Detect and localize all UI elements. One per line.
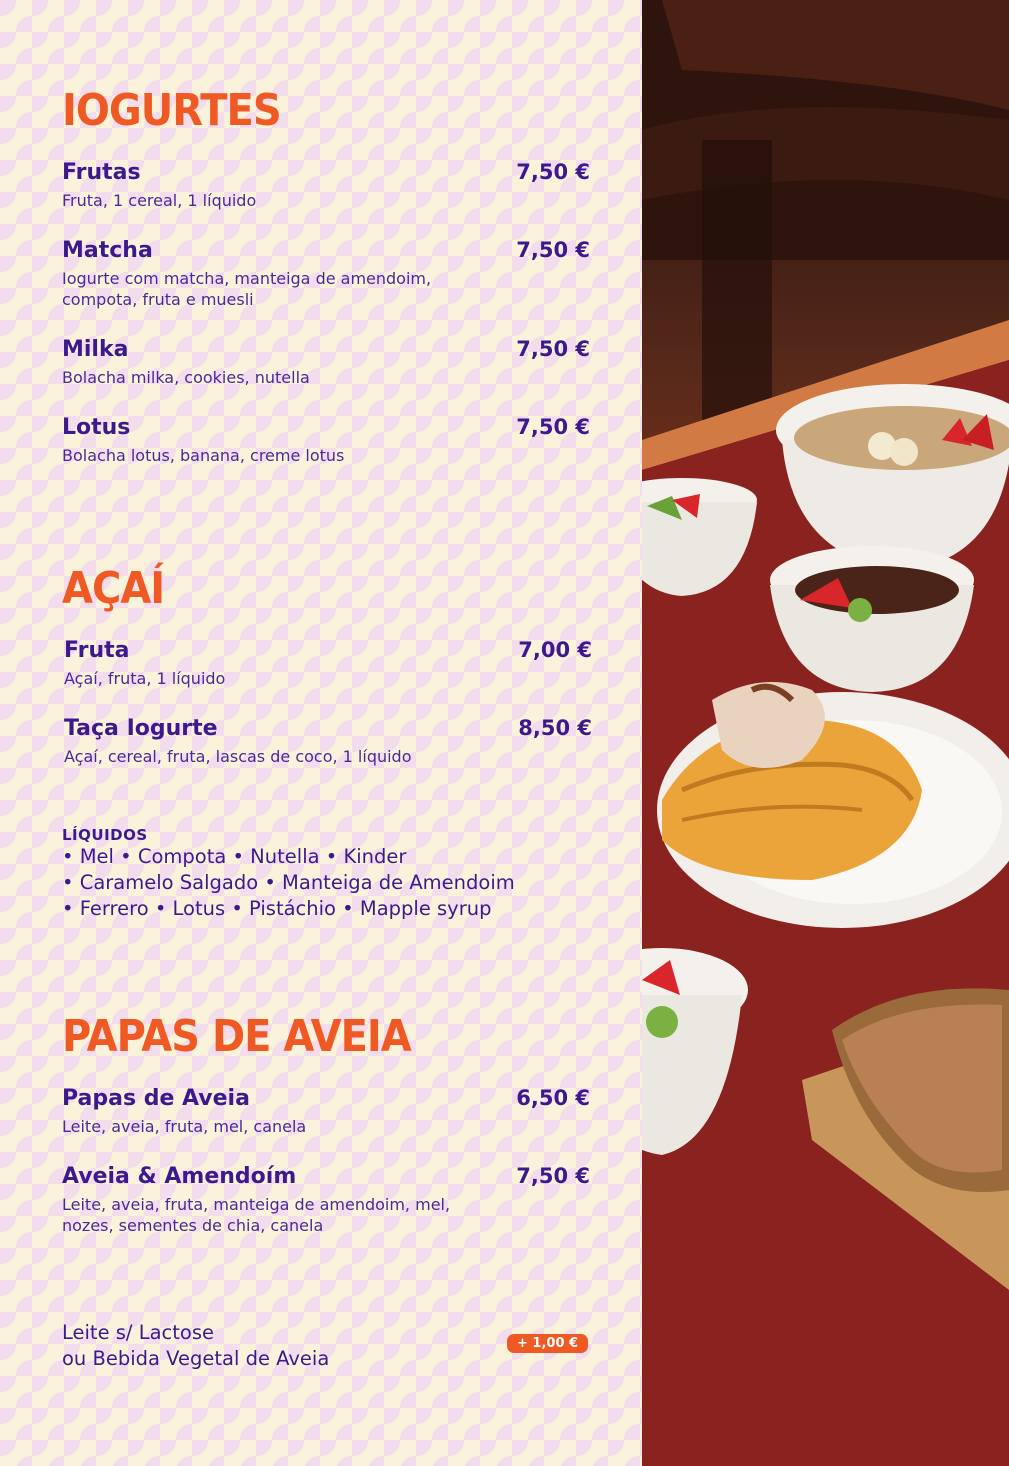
liquidos-list [62,826,602,922]
section-title-papas-de-aveia: PAPAS DE AVEIA [62,1012,411,1062]
section-title-acai: AÇAÍ [62,564,165,614]
item-description: Bolacha milka, cookies, nutella [62,368,310,387]
item-description: Açaí, fruta, 1 líquido [64,669,226,688]
item-description: Iogurte com matcha, manteiga de amendoim, compota, fruta e muesli [62,269,432,309]
liquidos-title: LÍQUIDOS [62,826,148,844]
item-price: 7,50 € [516,415,590,439]
item-description: Açaí, cereal, fruta, lascas de coco, 1 líquido [64,747,412,766]
item-price: 7,50 € [516,238,590,262]
item-name: Papas de Aveia [62,1086,250,1111]
item-name: Taça Iogurte [64,716,218,741]
item-name: Lotus [62,415,131,440]
item-price: 8,50 € [518,716,592,740]
food-photo [642,0,1009,1466]
item-price: 6,50 € [516,1086,590,1110]
liquidos-line: • Mel • Compota • Nutella • Kinder [62,845,407,868]
lactose-note [62,1320,482,1372]
item-price: 7,00 € [518,638,592,662]
note-line: ou Bebida Vegetal de Aveia [62,1347,330,1370]
item-name: Aveia & Amendoím [62,1164,297,1189]
liquidos-line: • Caramelo Salgado • Manteiga de Amendoim [62,871,515,894]
item-price: 7,50 € [516,160,590,184]
item-description: Bolacha lotus, banana, creme lotus [62,446,345,465]
item-description: Fruta, 1 cereal, 1 líquido [62,191,257,210]
liquidos-line: • Ferrero • Lotus • Pistáchio • Mapple syrup [62,897,492,920]
item-name: Frutas [62,160,141,185]
extra-price-badge: + 1,00 € [507,1334,588,1353]
item-name: Milka [62,337,129,362]
item-description: Leite, aveia, fruta, manteiga de amendoim, mel, nozes, sementes de chia, canela [62,1195,451,1235]
section-title-iogurtes: IOGURTES [62,86,281,136]
item-name: Fruta [64,638,130,663]
item-price: 7,50 € [516,1164,590,1188]
note-line: Leite s/ Lactose [62,1321,214,1344]
item-description: Leite, aveia, fruta, mel, canela [62,1117,307,1136]
item-name: Matcha [62,238,153,263]
item-price: 7,50 € [516,337,590,361]
